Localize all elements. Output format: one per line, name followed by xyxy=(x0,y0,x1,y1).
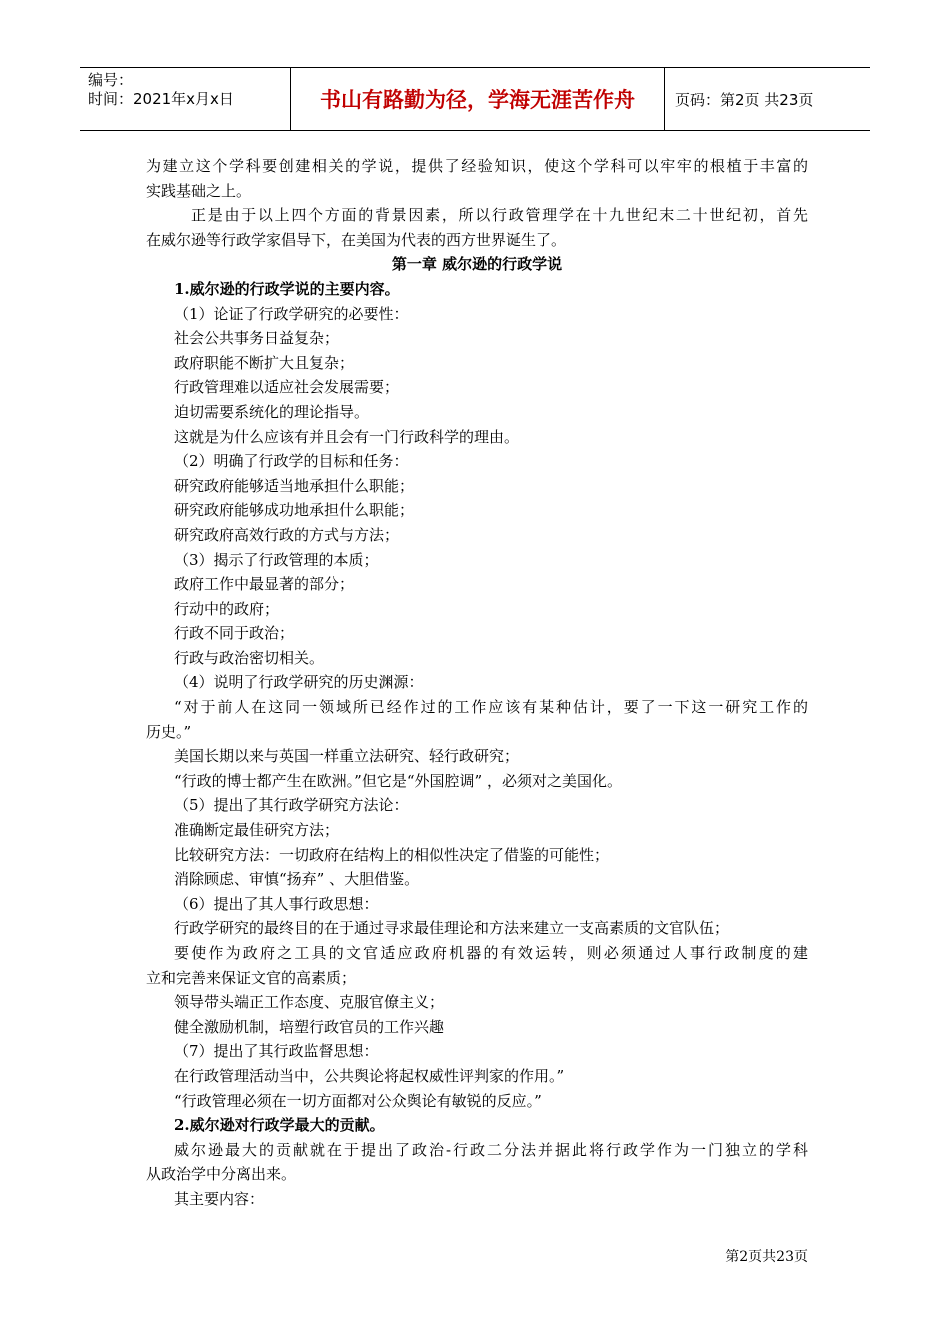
text-line: 行政与政治密切相关。 xyxy=(174,648,325,667)
text-line: 为建立这个学科要创建相关的学说，提供了经验知识，使这个学科可以牢牢的根植于丰富的 xyxy=(146,157,808,175)
header-left-cell xyxy=(80,68,291,130)
text-line: （5）提出了其行政学研究方法论： xyxy=(174,796,409,815)
text-line: 政府职能不断扩大且复杂； xyxy=(174,353,355,372)
text-line: 这就是为什么应该有并且会有一门行政科学的理由。 xyxy=(174,427,520,446)
header-table xyxy=(80,67,870,131)
text-line: 行政不同于政治； xyxy=(174,624,295,643)
text-line: 行动中的政府； xyxy=(174,599,280,618)
text-line: 立和完善来保证文官的高素质； xyxy=(146,968,357,987)
document-number-label: 编号： xyxy=(88,71,134,89)
text-line: （2）明确了行政学的目标和任务： xyxy=(174,452,409,471)
document-body xyxy=(146,154,808,1212)
text-line: 美国长期以来与英国一样重立法研究、轻行政研究； xyxy=(174,747,520,766)
text-line: （4）说明了行政学研究的历史渊源： xyxy=(174,673,424,692)
text-line: 准确断定最佳研究方法； xyxy=(174,821,340,840)
text-line: （6）提出了其人事行政思想： xyxy=(174,894,379,913)
header-motto: 书山有路勤为径，学海无涯苦作舟 xyxy=(320,88,635,112)
text-line: 研究政府能够适当地承担什么职能； xyxy=(174,476,415,495)
text-line: “对于前人在这同一领域所已经作过的工作应该有某种估计，要了一下这一研究工作的 xyxy=(174,698,808,717)
text-line: 健全激励机制，培塑行政官员的工作兴趣 xyxy=(174,1017,445,1036)
text-line: 研究政府高效行政的方式与方法； xyxy=(174,525,400,544)
text-line: 行政管理难以适应社会发展需要； xyxy=(174,378,400,397)
text-line: 第一章 威尔逊的行政学说 xyxy=(391,255,563,274)
text-line: 2.威尔逊对行政学最大的贡献。 xyxy=(174,1116,385,1135)
text-line: 社会公共事务日益复杂； xyxy=(174,329,340,348)
page-footer: 第2页共23页 xyxy=(725,1249,808,1265)
text-line: 比较研究方法：一切政府在结构上的相似性决定了借鉴的可能性； xyxy=(174,845,610,864)
text-line: 1.威尔逊的行政学说的主要内容。 xyxy=(174,279,400,298)
text-line: 政府工作中最显著的部分； xyxy=(174,575,355,594)
text-line: 消除顾虑、审慎“扬弃” 、大胆借鉴。 xyxy=(174,870,420,889)
text-line: 领导带头端正工作态度、克服官僚主义； xyxy=(174,993,445,1012)
text-line: （1）论证了行政学研究的必要性： xyxy=(174,304,409,323)
text-line: （3）揭示了行政管理的本质； xyxy=(174,550,379,569)
text-line: 在行政管理活动当中，公共舆论将起权威性评判家的作用。” xyxy=(174,1066,565,1085)
header-motto-cell xyxy=(291,68,665,130)
text-line: “行政的博士都产生在欧洲。”但它是“外国腔调” ，必须对之美国化。 xyxy=(174,771,622,790)
text-line: （7）提出了其行政监督思想： xyxy=(174,1042,379,1061)
text-line: 实践基础之上。 xyxy=(146,181,252,200)
text-line: 威尔逊最大的贡献就在于提出了政治-行政二分法并据此将行政学作为一门独立的学科 xyxy=(174,1140,808,1159)
text-line: 从政治学中分离出来。 xyxy=(146,1165,297,1184)
text-line: 在威尔逊等行政学家倡导下，在美国为代表的西方世界诞生了。 xyxy=(146,230,567,249)
document-date: 时间：2021年x月x日 xyxy=(88,90,234,108)
text-line: 研究政府能够成功地承担什么职能； xyxy=(174,501,415,520)
header-page-info: 页码：第2页 共23页 xyxy=(675,90,814,109)
text-line: 正是由于以上四个方面的背景因素，所以行政管理学在十九世纪末二十世纪初，首先 xyxy=(191,206,808,225)
header-page-cell xyxy=(665,68,870,130)
text-line: 其主要内容： xyxy=(174,1189,265,1208)
text-line: 历史。” xyxy=(146,722,192,741)
text-line: 迫切需要系统化的理论指导。 xyxy=(174,402,370,421)
text-line: 要使作为政府之工具的文官适应政府机器的有效运转，则必须通过人事行政制度的建 xyxy=(174,944,808,962)
text-line: 行政学研究的最终目的在于通过寻求最佳理论和方法来建立一支高素质的文官队伍； xyxy=(174,919,730,938)
text-line: “行政管理必须在一切方面都对公众舆论有敏锐的反应。” xyxy=(174,1091,542,1110)
